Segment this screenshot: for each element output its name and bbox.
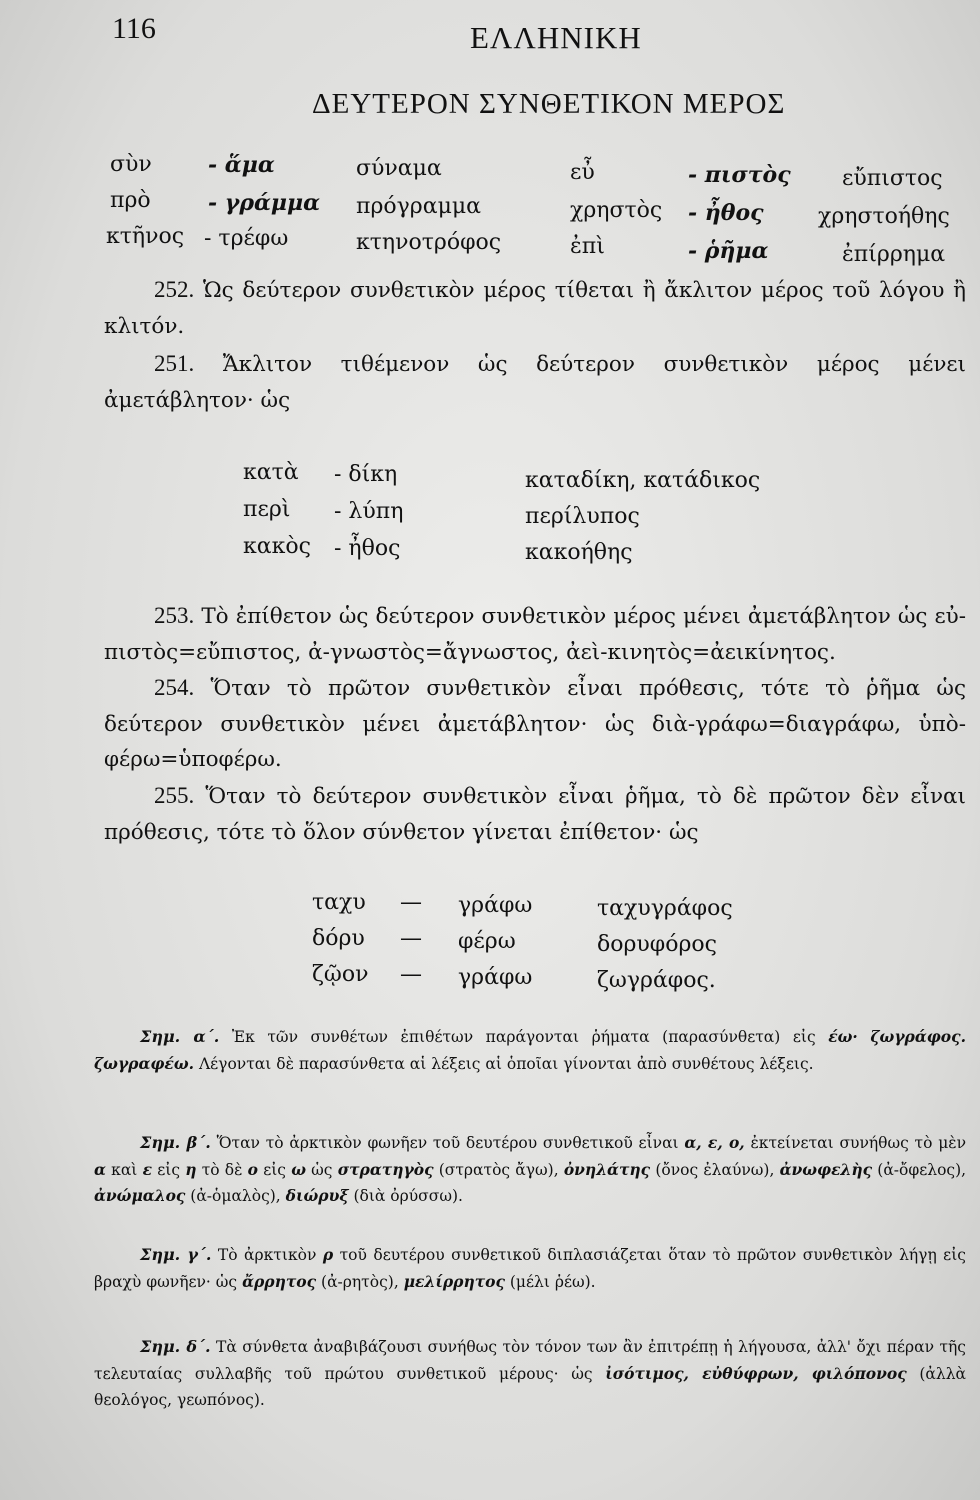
- paragraph-254: [104, 670, 966, 778]
- t3-r1-first: ταχυ: [312, 890, 366, 915]
- note-emph: μελίρρητος: [403, 1271, 505, 1291]
- note-label: Σημ. β΄.: [140, 1133, 211, 1152]
- t1-r3-second: - τρέφω: [204, 226, 289, 251]
- note-text: (μέλι ῥέω).: [509, 1272, 596, 1291]
- paragraph-number: 254.: [154, 675, 195, 700]
- paragraph-text: Ὅταν τὸ πρῶτον συνθετικὸν εἶναι πρόθεσις, τότε τὸ ῥῆμα ὡς δεύτερον συνθετικὸν μένει ἀμετάβλητον· ὡς διὰ-γράφω=διαγράφω, ὑπὸ-φέρω=ὑποφέρω.: [104, 676, 966, 772]
- note-a: [94, 1024, 966, 1077]
- paragraph-252: [104, 272, 966, 344]
- t1-r1-second: - ἅμα: [208, 152, 275, 178]
- note-emph: ἰσότιμος, εὐθύφρων, φιλόπονος: [605, 1363, 907, 1383]
- note-text: (ἀ-ὁμαλὸς),: [190, 1187, 281, 1205]
- paragraph-253: [104, 598, 966, 670]
- note-label: Σημ. γ΄.: [140, 1245, 212, 1264]
- t1-r2-compound-b: χρηστοήθης: [818, 204, 950, 229]
- note-label: Σημ. δ΄.: [140, 1337, 211, 1356]
- note-emph: ο: [247, 1159, 258, 1179]
- note-emph: ἄρρητος: [242, 1271, 317, 1291]
- t3-r3-second: γράφω: [458, 965, 533, 990]
- note-emph: η: [185, 1159, 197, 1179]
- note-text: (ἀ-ὄφελος),: [877, 1160, 967, 1179]
- t3-r1-second: γράφω: [458, 893, 533, 918]
- note-d: [94, 1334, 966, 1414]
- note-text: (ἀ-ρητὸς),: [321, 1272, 399, 1291]
- t1-r1-compound: σύναμα: [356, 156, 442, 181]
- paragraph-text: Τὸ ἐπίθετον ὡς δεύτερον συνθετικὸν μέρος μένει ἀμετάβλητον ὡς εὐ-πιστὸς=εὔπιστος, ἀ-γνωστὸς=ἄγνωστος, ἀεὶ-κινητὸς=ἀεικίνητος.: [104, 604, 966, 665]
- t3-r2-compound: δορυφόρος: [597, 932, 717, 957]
- note-emph: α, ε, ο,: [684, 1133, 745, 1152]
- t1-r1-compound-b: εὔπιστος: [842, 166, 943, 191]
- note-text: ἐκτείνεται συνήθως τὸ μὲν: [750, 1134, 967, 1152]
- t3-r2-first: δόρυ: [312, 926, 365, 951]
- t2-r2-first: περὶ: [243, 497, 291, 522]
- t1-r1-second-b: - πιστὸς: [688, 162, 791, 188]
- t1-r2-compound: πρόγραμμα: [356, 194, 482, 219]
- note-text: (διὰ ὀρύσσω).: [353, 1187, 463, 1205]
- note-b: [94, 1130, 966, 1210]
- note-emph: διώρυξ: [285, 1186, 349, 1205]
- paragraph-number: 253.: [154, 603, 195, 628]
- t1-r3-compound: κτηνοτρόφος: [356, 230, 502, 255]
- t2-r2-compound: περίλυπος: [525, 504, 640, 529]
- paragraph-number: 255.: [154, 783, 195, 808]
- t1-r2-first-b: χρηστὸς: [570, 198, 663, 223]
- note-label: Σημ. α΄.: [140, 1027, 220, 1046]
- t2-r1-first: κατὰ: [243, 460, 299, 485]
- note-emph: ε: [142, 1159, 153, 1179]
- note-emph: ω: [291, 1159, 306, 1179]
- t3-r2-dash: —: [400, 926, 422, 951]
- paragraph-text: Ὡς δεύτερον συνθετικὸν μέρος τίθεται ἢ ἄκλιτον μέρος τοῦ λόγου ἢ κλιτόν.: [104, 278, 966, 339]
- note-text: (στρατὸς ἄγω),: [438, 1160, 559, 1179]
- note-emph: α: [94, 1159, 106, 1179]
- note-text: Ἐκ τῶν συνθέτων ἐπιθέτων παράγονται ῥήματα (παρασύνθετα) εἰς: [231, 1028, 816, 1046]
- paragraph-text: Ἄκλιτον τιθέμενον ὡς δεύτερον συνθετικὸν μέρος μένει ἀμετάβλητον· ὡς: [104, 352, 966, 413]
- note-emph: ὀνηλάτης: [563, 1159, 651, 1179]
- t2-r1-compound: καταδίκη, κατάδικος: [525, 468, 761, 493]
- t1-r2-first: πρὸ: [110, 188, 151, 213]
- t2-r2-second: - λύπη: [334, 499, 404, 524]
- paragraph-255: [104, 778, 966, 850]
- t3-r3-first: ζῷον: [312, 962, 369, 987]
- t2-r1-second: - δίκη: [334, 462, 398, 487]
- note-text: εἰς: [263, 1160, 286, 1179]
- t3-r1-dash: —: [400, 890, 422, 915]
- t2-r3-first: κακὸς: [243, 534, 311, 559]
- note-text: Ὅταν τὸ ἀρκτικὸν φωνῆεν τοῦ δευτέρου συνθετικοῦ εἶναι: [216, 1134, 679, 1152]
- note-text: εἰς: [157, 1160, 181, 1179]
- paragraph-number: 251.: [154, 351, 195, 376]
- t3-r2-second: φέρω: [458, 929, 516, 954]
- paragraph-251: [104, 346, 966, 418]
- note-emph: ρ: [322, 1245, 334, 1264]
- note-emph: ζωγράφος. ζωγραφέω.: [94, 1027, 966, 1073]
- note-c: [94, 1242, 966, 1295]
- t3-r3-compound: ζωγράφος.: [597, 968, 716, 993]
- note-emph: ἀνώμαλος: [94, 1186, 186, 1205]
- t1-r2-second-b: - ἦθος: [688, 200, 764, 226]
- note-text: (ἀλλὰ θεολόγος, γεωπόνος).: [94, 1364, 966, 1409]
- note-emph: ἀνωφελὴς: [779, 1159, 873, 1179]
- note-text: τοῦ δευτέρου συνθετικοῦ διπλασιάζεται ὅταν τὸ πρῶτον συνθετικὸν λήγῃ εἰς βραχὺ φωνῆεν· ὡς: [94, 1246, 966, 1291]
- note-text: τὸ δὲ: [201, 1160, 243, 1179]
- note-text: Τὰ σύνθετα ἀναβιβάζουσι συνήθως τὸν τόνον των ἂν ἐπιτρέπῃ ἡ λήγουσα, ἀλλ' ὄχι πέραν τῆς τελευταίας συλλαβῆς τοῦ πρώτου συνθετικοῦ μέρους· ὡς: [94, 1338, 966, 1383]
- t2-r3-compound: κακοήθης: [525, 540, 633, 565]
- section-title: ΔΕΥΤΕΡΟΝ ΣΥΝΘΕΤΙΚΟΝ ΜΕΡΟΣ: [312, 88, 786, 120]
- paragraph-number: 252.: [154, 277, 195, 302]
- note-text: καὶ: [111, 1160, 138, 1179]
- t1-r2-second: - γράμμα: [208, 190, 321, 216]
- t1-r3-second-b: - ῥῆμα: [688, 238, 769, 264]
- note-text: Λέγονται δὲ παρασύνθετα αἱ λέξεις αἱ ὁποῖαι γίνονται ἀπὸ συνθέτους λέξεις.: [198, 1054, 814, 1073]
- paragraph-text: Ὅταν τὸ δεύτερον συνθετικὸν εἶναι ῥῆμα, τὸ δὲ πρῶτον δὲν εἶναι πρόθεσις, τότε τὸ ὅλον σύνθετον γίνεται ἐπίθετον· ὡς: [104, 784, 966, 845]
- note-emph: έω·: [828, 1027, 858, 1046]
- page-number: 116: [112, 12, 156, 45]
- t1-r3-first-b: ἐπὶ: [570, 234, 605, 259]
- t3-r1-compound: ταχυγράφος: [597, 896, 733, 921]
- note-text: ὡς: [311, 1160, 333, 1179]
- t1-r1-first-b: εὖ: [570, 160, 595, 185]
- note-text: (ὄνος ἐλαύνω),: [655, 1160, 775, 1179]
- running-title: ΕΛΛΗΝΙΚΗ: [470, 20, 642, 55]
- t1-r3-first: κτῆνος: [106, 224, 185, 249]
- note-emph: στρατηγὸς: [337, 1159, 434, 1179]
- t1-r1-first: σὺν: [110, 152, 152, 177]
- t1-r3-compound-b: ἐπίρρημα: [842, 242, 946, 267]
- t3-r3-dash: —: [400, 962, 422, 987]
- note-text: Τὸ ἀρκτικὸν: [217, 1246, 317, 1264]
- t2-r3-second: - ἦθος: [334, 536, 401, 561]
